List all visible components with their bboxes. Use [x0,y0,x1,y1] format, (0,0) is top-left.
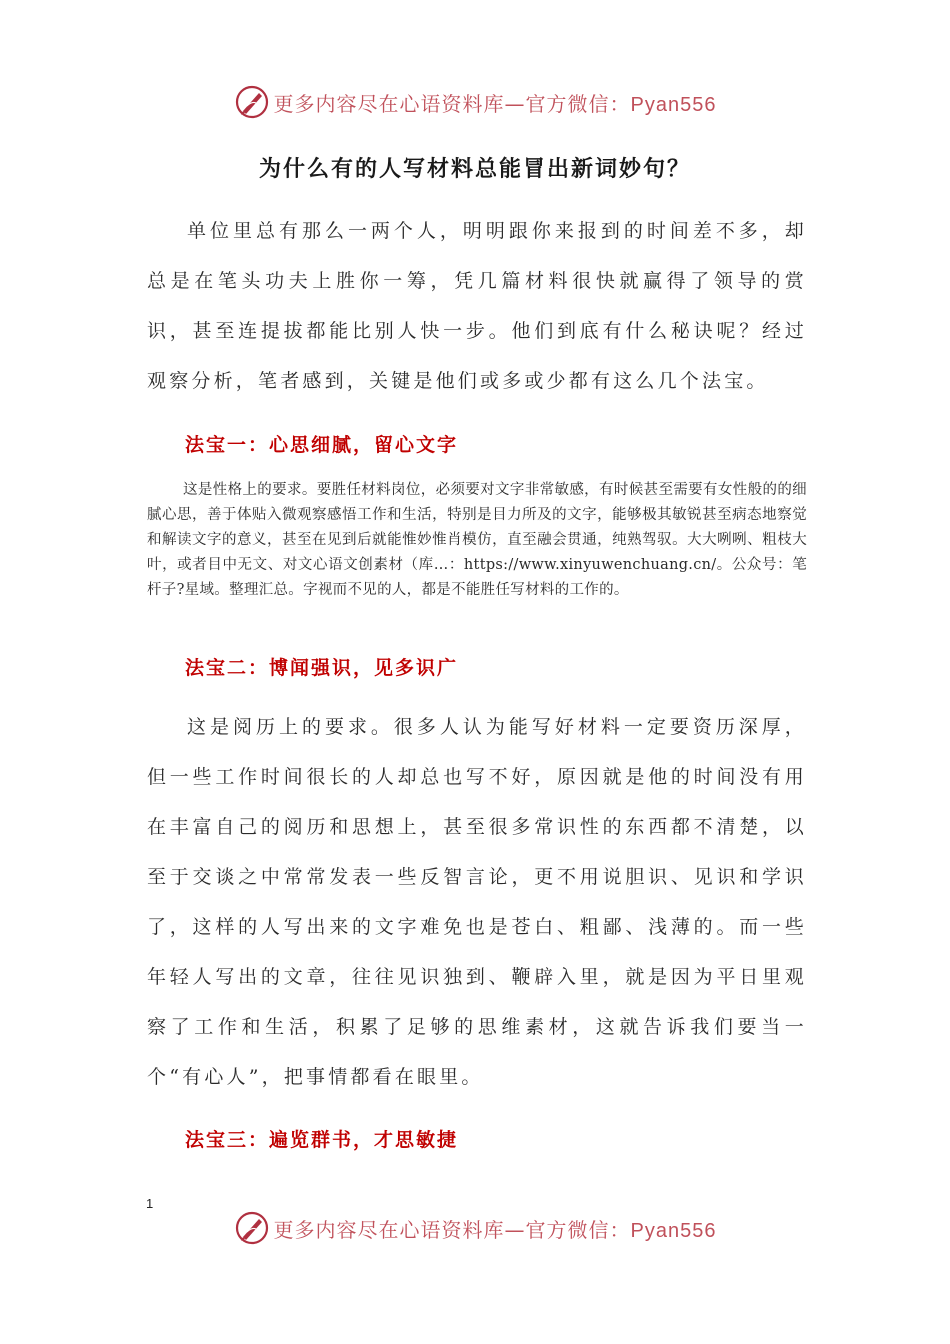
intro-paragraph: 单位里总有那么一两个人，明明跟你来报到的时间差不多，却总是在笔头功夫上胜你一筹，凭几篇材料很快就赢得了领导的赏识，甚至连提拔都能比别人快一步。他们到底有什么秘诀呢？经过观察分析，笔者感到，关键是他们或多或少都有这么几个法宝。 [147,220,807,392]
section-3-heading: 法宝三：遍览群书，才思敏捷 [185,1129,459,1151]
document-title: 为什么有的人写材料总能冒出新词妙句？ [258,156,691,182]
page-number: 1 [146,1196,154,1211]
section-1-body: 这是性格上的要求。要胜任材料岗位，必须要对文字非常敏感，有时候甚至需要有女性般的的细腻心思，善于体贴入微观察感悟工作和生活，特别是目力所及的文字，能够极其敏锐甚至病态地察觉和解读文字的意义，甚至在见到后就能惟妙惟肖模仿，直至融会贯通，纯熟驾驭。大大咧咧、粗枝大叶，或者目中无文、对文心语文创素材（库…：https://www.xinyuwenchuang.cn/。公众号：笔杆子?星域。整理汇总。字视而不见的人，都是不能胜任写材料的工作的。 [147,482,807,598]
footer-banner [0,1208,950,1248]
pen-logo-icon [234,84,270,120]
section-2-heading: 法宝二：博闻强识，见多识广 [185,657,459,679]
header-banner [0,82,950,122]
banner-wechat-id: Pyan556 [630,1219,717,1242]
section-2-body: 这是阅历上的要求。很多人认为能写好材料一定要资历深厚，但一些工作时间很长的人却总也写不好，原因就是他的时间没有用在丰富自己的阅历和思想上，甚至很多常识性的东西都不清楚，以至于交谈之中常常发表一些反智言论，更不用说胆识、见识和学识了，这样的人写出来的文字难免也是苍白、粗鄙、浅薄的。而一些年轻人写出的文章，往往见识独到、鞭辟入里，就是因为平日里观察了工作和生活，积累了足够的思维素材，这就告诉我们要当一个“有心人”，把事情都看在眼里。 [147,716,807,1088]
banner-wechat-id: Pyan556 [630,93,717,116]
banner-text: 更多内容尽在心语资料库—官方微信： [273,91,631,116]
banner-text: 更多内容尽在心语资料库—官方微信： [273,1217,631,1242]
pen-logo-icon [234,1210,270,1246]
section-1-heading: 法宝一：心思细腻，留心文字 [185,434,459,456]
